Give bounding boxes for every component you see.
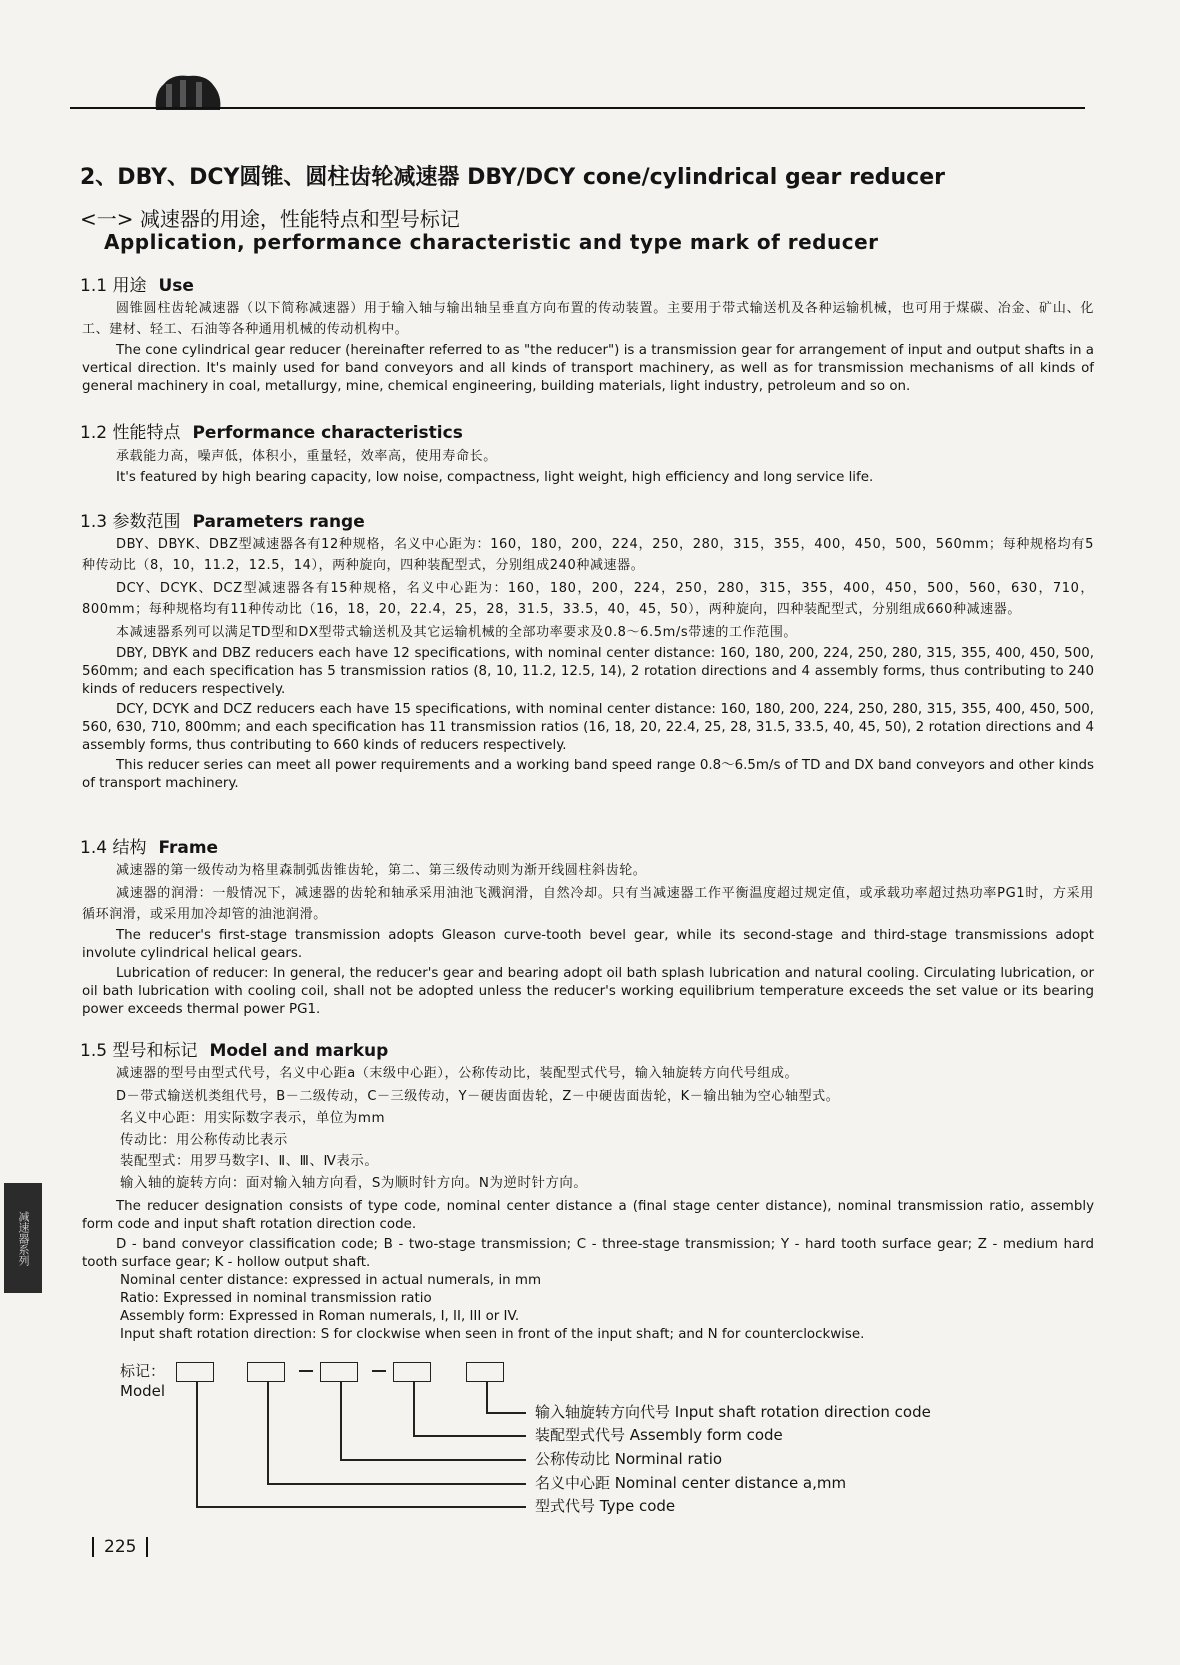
ratio-label: 公称传动比 Norminal ratio [535, 1450, 723, 1468]
list-item: 输入轴的旋转方向：面对输入轴方向看，S为顺时针方向。N为逆时针方向。 [120, 1175, 588, 1191]
type-code-box [176, 1362, 214, 1382]
paragraph: Lubrication of reducer: In general, the reducer's gear and bearing adopt oil bath splash lubrication and natural cooling. Circulating lubrication, or oil bath lubrication with cooling coil, shall not be adopted unless the reducer's working equilibrium temperature exceeds the set value or its bearing power exceeds thermal power PG1. [82, 966, 1094, 1017]
page-number-bar [146, 1537, 148, 1557]
assembly-form-box [393, 1362, 431, 1382]
side-tab: 减速器系列 [4, 1183, 42, 1293]
subtitle-en: Application, performance characteristic and type mark of reducer [104, 230, 879, 254]
assembly-form-label: 装配型式代号 Assembly form code [535, 1426, 783, 1444]
separator-dash [299, 1370, 313, 1372]
subtitle-zh: <一> 减速器的用途，性能特点和型号标记 [80, 207, 460, 231]
paragraph: It's featured by high bearing capacity, low noise, compactness, light weight, high efficiency and long service life. [116, 470, 874, 485]
leader-line [413, 1435, 526, 1437]
paragraph: D - band conveyor classification code; B - two-stage transmission; C - three-stage transmission; Y - hard tooth surface gear; Z - medium hard tooth surface gear; K - hollow output shaft. [82, 1237, 1094, 1270]
paragraph: The reducer's first-stage transmission adopts Gleason curve-tooth bevel gear, while its second-stage and third-stage transmissions adopt involute cylindrical helical gears. [82, 928, 1094, 961]
header-rule [70, 107, 1085, 109]
model-label-en: Model [120, 1382, 166, 1400]
heading-1-2-en: Performance characteristics [192, 423, 463, 443]
leader-line [340, 1382, 342, 1460]
ratio-box [320, 1362, 358, 1382]
paragraph: 减速器的第一级传动为格里森制弧齿锥齿轮，第二、第三级传动则为渐开线圆柱斜齿轮。 [116, 863, 647, 878]
list-item: 名义中心距：用实际数字表示，单位为mm [120, 1111, 386, 1126]
header-logo-image [152, 70, 224, 116]
page-number [82, 1537, 158, 1557]
section-1-5-en-list [120, 1272, 864, 1344]
section-1-2-body [82, 446, 1094, 489]
leader-line [196, 1506, 526, 1508]
model-label-zh: 标记： [120, 1362, 166, 1380]
center-distance-box [247, 1362, 285, 1382]
page-number-bar [92, 1537, 94, 1557]
leader-line [413, 1382, 415, 1436]
list-item: Nominal center distance: expressed in actual numerals, in mm [120, 1273, 541, 1288]
type-code-label: 型式代号 Type code [535, 1497, 676, 1515]
paragraph: This reducer series can meet all power requirements and a working band speed range 0.8～6.5m/s of TD and DX band conveyors and other kinds of transport machinery. [82, 758, 1094, 791]
rotation-direction-box [466, 1362, 504, 1382]
separator-dash [372, 1370, 386, 1372]
list-item: Assembly form: Expressed in Roman numerals, I, II, III or IV. [120, 1309, 520, 1324]
paragraph: The cone cylindrical gear reducer (hereinafter referred to as "the reducer") is a transmission gear for arrangement of input and output shafts in a vertical direction. It's mainly used for band conveyors and all kinds of transport machinery, as well as for transmission mechanisms of all kinds of general machinery in coal, metallurgy, mine, chemical engineering, building materials, light industry, petroleum and so on. [82, 343, 1094, 394]
leader-line [267, 1382, 269, 1484]
heading-1-3-en: Parameters range [192, 512, 365, 532]
heading-1-4-num: 1.4 结构 [80, 838, 147, 858]
leader-line [196, 1382, 198, 1507]
paragraph: DBY, DBYK and DBZ reducers each have 12 specifications, with nominal center distance: 160, 180, 200, 224, 250, 280, 315, 355, 400, 450, 500, 560mm; and each specification has 5 transmission ratios (8, 10, 11.2, 12.5, 14), 2 rotation directions and 4 assembly forms, thus contributing to 240 kinds of reducers respectively. [82, 646, 1094, 697]
heading-1-5-num: 1.5 型号和标记 [80, 1041, 198, 1061]
paragraph: DCY、DCYK、DCZ型减速器各有15种规格，名义中心距为：160，180，200，224，250，280，315，355，400，450，500，560，630，710，800mm；每种规格均有11种传动比（16，18，20，22.4，25，28，31.5，33.5，40，45，50），两种旋向，四种装配型式，分别组成660种减速器。 [82, 581, 1094, 617]
paragraph: 减速器的型号由型式代号，名义中心距a（末级中心距），公称传动比，装配型式代号，输入轴旋转方向代号组成。 [116, 1066, 799, 1081]
heading-1-5 [80, 1036, 388, 1061]
heading-1-4 [80, 833, 218, 858]
heading-1-1 [80, 271, 194, 296]
page-number-text: 225 [104, 1537, 137, 1557]
section-1-1-body [82, 298, 1094, 398]
section-1-4-body [82, 860, 1094, 1021]
paragraph: The reducer designation consists of type code, nominal center distance a (final stage center distance), nominal transmission ratio, assembly form code and input shaft rotation direction code. [82, 1199, 1094, 1232]
heading-1-3-num: 1.3 参数范围 [80, 512, 181, 532]
leader-line [486, 1382, 488, 1413]
leader-line [267, 1483, 526, 1485]
rotation-direction-label: 输入轴旋转方向代号 Input shaft rotation direction code [535, 1403, 931, 1421]
list-item: Ratio: Expressed in nominal transmission ratio [120, 1291, 432, 1306]
paragraph: DCY, DCYK and DCZ reducers each have 15 specifications, with nominal center distance: 160, 180, 200, 224, 250, 280, 315, 355, 400, 450, 500, 560, 630, 710, 800mm; and each specification has 11 transmission ratios (16, 18, 20, 22.4, 25, 28, 31.5, 33.5, 40, 45, 50), 2 rotation directions and 4 assembly forms, thus contributing to 660 kinds of reducers respectively. [82, 702, 1094, 753]
paragraph: DBY、DBYK、DBZ型减速器各有12种规格，名义中心距为：160，180，200，224，250，280，315，355，400，450，500，560mm；每种规格均有5种传动比（8，10，11.2，12.5，14），两种旋向，四种装配型式，分别组成240种减速器。 [82, 537, 1094, 573]
paragraph: 减速器的润滑：一般情况下，减速器的齿轮和轴承采用油池飞溅润滑，自然冷却。只有当减速器工作平衡温度超过规定值，或承载功率超过热功率PG1时，方采用循环润滑，或采用加冷却管的油池润滑。 [82, 886, 1094, 922]
heading-1-5-en: Model and markup [209, 1041, 389, 1061]
heading-1-3 [80, 507, 365, 532]
heading-1-1-num: 1.1 用途 [80, 276, 147, 296]
model-label [120, 1361, 165, 1401]
heading-1-1-en: Use [158, 276, 194, 296]
paragraph: 承载能力高，噪声低，体积小，重量轻，效率高，使用寿命长。 [116, 449, 497, 464]
section-1-5-zh [82, 1063, 1094, 1109]
section-1-3-body [82, 534, 1094, 795]
list-item: Input shaft rotation direction: S for clockwise when seen in front of the input shaft; and N for counterclockwise. [120, 1327, 865, 1342]
leader-line [486, 1412, 526, 1414]
list-item: 装配型式：用罗马数字Ⅰ、Ⅱ、Ⅲ、Ⅳ表示。 [120, 1154, 379, 1169]
section-title: 2、DBY、DCY圆锥、圆柱齿轮减速器 DBY/DCY cone/cylindrical gear reducer [80, 165, 945, 190]
paragraph: 本减速器系列可以满足TD型和DX型带式输送机及其它运输机械的全部功率要求及0.8～6.5m/s带速的工作范围。 [116, 625, 798, 640]
heading-1-2-num: 1.2 性能特点 [80, 423, 181, 443]
section-1-5-zh-list [120, 1108, 587, 1194]
center-distance-label: 名义中心距 Nominal center distance a,mm [535, 1474, 847, 1492]
section-1-5-en [82, 1198, 1094, 1274]
list-item: 传动比：用公称传动比表示 [120, 1132, 288, 1148]
paragraph: 圆锥圆柱齿轮减速器（以下简称减速器）用于输入轴与输出轴呈垂直方向布置的传动装置。主要用于带式输送机及各种运输机械，也可用于煤碳、冶金、矿山、化工、建材、轻工、石油等各种通用机械的传动机构中。 [82, 301, 1094, 337]
paragraph: D－带式输送机类组代号，B－二级传动，C－三级传动，Y－硬齿面齿轮，Z－中硬齿面齿轮，K－输出轴为空心轴型式。 [116, 1089, 840, 1104]
heading-1-4-en: Frame [158, 838, 219, 858]
heading-1-2 [80, 418, 463, 443]
leader-line [340, 1459, 526, 1461]
